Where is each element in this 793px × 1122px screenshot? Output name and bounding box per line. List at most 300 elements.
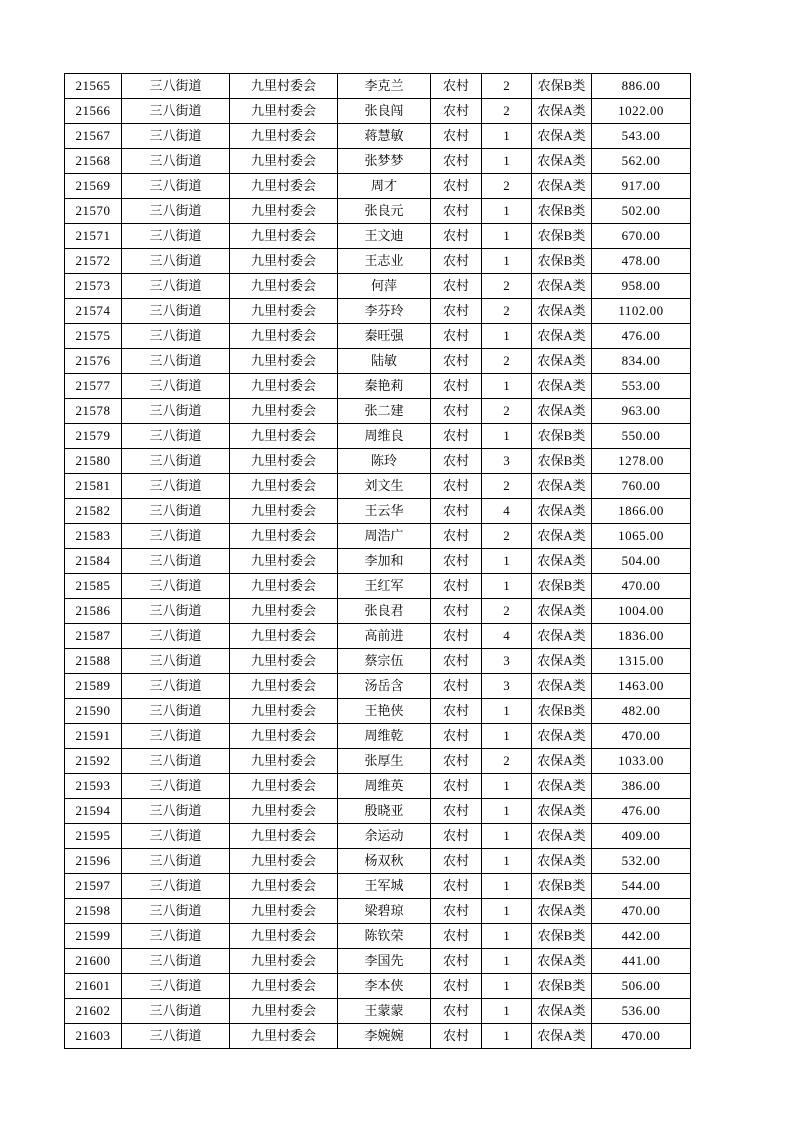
cell-id: 21565 (65, 74, 122, 99)
table-row (65, 174, 691, 199)
table-row (65, 574, 691, 599)
cell-village: 九里村委会 (230, 274, 338, 299)
cell-residence: 农村 (431, 824, 482, 849)
cell-residence: 农村 (431, 424, 482, 449)
table-row (65, 874, 691, 899)
cell-village: 九里村委会 (230, 199, 338, 224)
cell-name: 梁碧琼 (338, 899, 431, 924)
cell-street: 三八街道 (122, 649, 230, 674)
cell-residence: 农村 (431, 574, 482, 599)
cell-amount: 386.00 (592, 774, 691, 799)
cell-insurance_type: 农保A类 (532, 149, 592, 174)
cell-id: 21584 (65, 549, 122, 574)
cell-village: 九里村委会 (230, 324, 338, 349)
table-row (65, 1024, 691, 1049)
cell-village: 九里村委会 (230, 749, 338, 774)
cell-amount: 1866.00 (592, 499, 691, 524)
cell-id: 21590 (65, 699, 122, 724)
cell-amount: 958.00 (592, 274, 691, 299)
cell-amount: 536.00 (592, 999, 691, 1024)
cell-insurance_type: 农保A类 (532, 499, 592, 524)
cell-residence: 农村 (431, 624, 482, 649)
cell-residence: 农村 (431, 299, 482, 324)
cell-insurance_type: 农保A类 (532, 324, 592, 349)
cell-id: 21578 (65, 399, 122, 424)
cell-id: 21598 (65, 899, 122, 924)
cell-count: 1 (482, 774, 532, 799)
cell-street: 三八街道 (122, 374, 230, 399)
cell-street: 三八街道 (122, 524, 230, 549)
cell-village: 九里村委会 (230, 74, 338, 99)
cell-amount: 760.00 (592, 474, 691, 499)
cell-amount: 470.00 (592, 574, 691, 599)
cell-id: 21599 (65, 924, 122, 949)
cell-residence: 农村 (431, 224, 482, 249)
cell-amount: 506.00 (592, 974, 691, 999)
cell-name: 张厚生 (338, 749, 431, 774)
cell-insurance_type: 农保A类 (532, 724, 592, 749)
cell-name: 何萍 (338, 274, 431, 299)
table-row (65, 849, 691, 874)
cell-name: 秦旺强 (338, 324, 431, 349)
table-row (65, 374, 691, 399)
cell-count: 1 (482, 899, 532, 924)
table-row (65, 774, 691, 799)
cell-id: 21571 (65, 224, 122, 249)
cell-count: 1 (482, 824, 532, 849)
cell-street: 三八街道 (122, 324, 230, 349)
cell-count: 1 (482, 949, 532, 974)
cell-street: 三八街道 (122, 549, 230, 574)
cell-street: 三八街道 (122, 74, 230, 99)
cell-residence: 农村 (431, 449, 482, 474)
cell-count: 1 (482, 249, 532, 274)
cell-id: 21600 (65, 949, 122, 974)
cell-name: 李加和 (338, 549, 431, 574)
table-row (65, 74, 691, 99)
cell-village: 九里村委会 (230, 499, 338, 524)
table-row (65, 524, 691, 549)
cell-amount: 442.00 (592, 924, 691, 949)
cell-street: 三八街道 (122, 99, 230, 124)
cell-insurance_type: 农保A类 (532, 374, 592, 399)
cell-street: 三八街道 (122, 899, 230, 924)
cell-id: 21568 (65, 149, 122, 174)
cell-name: 周才 (338, 174, 431, 199)
cell-village: 九里村委会 (230, 224, 338, 249)
benefit-roster-table (64, 73, 691, 1049)
cell-street: 三八街道 (122, 124, 230, 149)
cell-village: 九里村委会 (230, 899, 338, 924)
cell-street: 三八街道 (122, 699, 230, 724)
cell-street: 三八街道 (122, 499, 230, 524)
cell-amount: 550.00 (592, 424, 691, 449)
cell-residence: 农村 (431, 274, 482, 299)
cell-village: 九里村委会 (230, 699, 338, 724)
table-row (65, 724, 691, 749)
cell-id: 21575 (65, 324, 122, 349)
cell-street: 三八街道 (122, 774, 230, 799)
cell-village: 九里村委会 (230, 624, 338, 649)
cell-insurance_type: 农保B类 (532, 224, 592, 249)
cell-count: 2 (482, 474, 532, 499)
cell-village: 九里村委会 (230, 524, 338, 549)
cell-insurance_type: 农保A类 (532, 799, 592, 824)
cell-count: 1 (482, 924, 532, 949)
cell-residence: 农村 (431, 949, 482, 974)
cell-id: 21597 (65, 874, 122, 899)
cell-id: 21589 (65, 674, 122, 699)
cell-amount: 670.00 (592, 224, 691, 249)
cell-amount: 562.00 (592, 149, 691, 174)
table-row (65, 674, 691, 699)
cell-id: 21570 (65, 199, 122, 224)
cell-village: 九里村委会 (230, 974, 338, 999)
cell-count: 3 (482, 449, 532, 474)
cell-id: 21602 (65, 999, 122, 1024)
cell-residence: 农村 (431, 99, 482, 124)
cell-id: 21592 (65, 749, 122, 774)
cell-village: 九里村委会 (230, 474, 338, 499)
cell-street: 三八街道 (122, 799, 230, 824)
table-row (65, 149, 691, 174)
cell-village: 九里村委会 (230, 374, 338, 399)
cell-name: 张良君 (338, 599, 431, 624)
cell-insurance_type: 农保A类 (532, 649, 592, 674)
cell-village: 九里村委会 (230, 674, 338, 699)
cell-insurance_type: 农保B类 (532, 924, 592, 949)
cell-count: 1 (482, 849, 532, 874)
cell-id: 21569 (65, 174, 122, 199)
cell-village: 九里村委会 (230, 549, 338, 574)
cell-insurance_type: 农保B类 (532, 449, 592, 474)
cell-insurance_type: 农保A类 (532, 624, 592, 649)
cell-amount: 1463.00 (592, 674, 691, 699)
cell-name: 王文迪 (338, 224, 431, 249)
cell-residence: 农村 (431, 374, 482, 399)
cell-count: 1 (482, 574, 532, 599)
table-row (65, 699, 691, 724)
cell-residence: 农村 (431, 349, 482, 374)
cell-amount: 1836.00 (592, 624, 691, 649)
cell-count: 1 (482, 199, 532, 224)
cell-count: 1 (482, 874, 532, 899)
cell-id: 21577 (65, 374, 122, 399)
cell-insurance_type: 农保A类 (532, 474, 592, 499)
cell-id: 21596 (65, 849, 122, 874)
cell-id: 21567 (65, 124, 122, 149)
cell-residence: 农村 (431, 174, 482, 199)
cell-insurance_type: 农保B类 (532, 699, 592, 724)
cell-residence: 农村 (431, 149, 482, 174)
cell-street: 三八街道 (122, 974, 230, 999)
cell-count: 1 (482, 374, 532, 399)
cell-village: 九里村委会 (230, 649, 338, 674)
table-row (65, 349, 691, 374)
cell-insurance_type: 农保A类 (532, 274, 592, 299)
cell-name: 周维乾 (338, 724, 431, 749)
cell-amount: 886.00 (592, 74, 691, 99)
cell-count: 2 (482, 299, 532, 324)
cell-residence: 农村 (431, 699, 482, 724)
cell-village: 九里村委会 (230, 824, 338, 849)
cell-street: 三八街道 (122, 824, 230, 849)
cell-name: 李克兰 (338, 74, 431, 99)
cell-amount: 470.00 (592, 724, 691, 749)
cell-village: 九里村委会 (230, 149, 338, 174)
cell-residence: 农村 (431, 974, 482, 999)
cell-count: 1 (482, 424, 532, 449)
cell-insurance_type: 农保A类 (532, 999, 592, 1024)
cell-village: 九里村委会 (230, 849, 338, 874)
cell-residence: 农村 (431, 874, 482, 899)
cell-village: 九里村委会 (230, 399, 338, 424)
table-row (65, 549, 691, 574)
cell-id: 21593 (65, 774, 122, 799)
cell-village: 九里村委会 (230, 949, 338, 974)
cell-street: 三八街道 (122, 424, 230, 449)
cell-street: 三八街道 (122, 599, 230, 624)
cell-amount: 1033.00 (592, 749, 691, 774)
table-row (65, 424, 691, 449)
cell-amount: 1315.00 (592, 649, 691, 674)
cell-count: 1 (482, 699, 532, 724)
cell-street: 三八街道 (122, 749, 230, 774)
cell-count: 1 (482, 549, 532, 574)
cell-village: 九里村委会 (230, 349, 338, 374)
cell-name: 李婉婉 (338, 1024, 431, 1049)
cell-id: 21573 (65, 274, 122, 299)
cell-village: 九里村委会 (230, 449, 338, 474)
table-row (65, 324, 691, 349)
cell-residence: 农村 (431, 774, 482, 799)
cell-amount: 1278.00 (592, 449, 691, 474)
cell-residence: 农村 (431, 849, 482, 874)
cell-village: 九里村委会 (230, 124, 338, 149)
cell-insurance_type: 农保A类 (532, 399, 592, 424)
cell-residence: 农村 (431, 249, 482, 274)
cell-insurance_type: 农保A类 (532, 749, 592, 774)
cell-name: 李国先 (338, 949, 431, 974)
table-row (65, 649, 691, 674)
cell-residence: 农村 (431, 924, 482, 949)
cell-amount: 478.00 (592, 249, 691, 274)
cell-id: 21583 (65, 524, 122, 549)
table-row (65, 924, 691, 949)
cell-residence: 农村 (431, 649, 482, 674)
cell-name: 李芬玲 (338, 299, 431, 324)
cell-street: 三八街道 (122, 399, 230, 424)
cell-name: 高前进 (338, 624, 431, 649)
table-row (65, 474, 691, 499)
cell-street: 三八街道 (122, 349, 230, 374)
cell-amount: 409.00 (592, 824, 691, 849)
cell-name: 殷晓亚 (338, 799, 431, 824)
cell-name: 杨双秋 (338, 849, 431, 874)
cell-street: 三八街道 (122, 849, 230, 874)
cell-name: 周浩广 (338, 524, 431, 549)
cell-street: 三八街道 (122, 924, 230, 949)
cell-count: 1 (482, 1024, 532, 1049)
cell-insurance_type: 农保A类 (532, 549, 592, 574)
cell-street: 三八街道 (122, 274, 230, 299)
cell-insurance_type: 农保A类 (532, 674, 592, 699)
cell-street: 三八街道 (122, 299, 230, 324)
cell-insurance_type: 农保A类 (532, 774, 592, 799)
cell-count: 1 (482, 124, 532, 149)
cell-name: 陆敏 (338, 349, 431, 374)
cell-street: 三八街道 (122, 949, 230, 974)
cell-amount: 1102.00 (592, 299, 691, 324)
cell-insurance_type: 农保A类 (532, 1024, 592, 1049)
cell-street: 三八街道 (122, 474, 230, 499)
cell-name: 周维良 (338, 424, 431, 449)
cell-count: 2 (482, 349, 532, 374)
cell-residence: 农村 (431, 749, 482, 774)
cell-amount: 917.00 (592, 174, 691, 199)
cell-amount: 476.00 (592, 799, 691, 824)
cell-residence: 农村 (431, 74, 482, 99)
cell-name: 张良闯 (338, 99, 431, 124)
cell-village: 九里村委会 (230, 174, 338, 199)
cell-id: 21579 (65, 424, 122, 449)
cell-id: 21585 (65, 574, 122, 599)
cell-id: 21603 (65, 1024, 122, 1049)
cell-village: 九里村委会 (230, 874, 338, 899)
cell-amount: 1065.00 (592, 524, 691, 549)
table-row (65, 199, 691, 224)
cell-name: 蒋慧敏 (338, 124, 431, 149)
cell-count: 3 (482, 674, 532, 699)
cell-count: 2 (482, 174, 532, 199)
cell-street: 三八街道 (122, 999, 230, 1024)
cell-insurance_type: 农保B类 (532, 974, 592, 999)
cell-residence: 农村 (431, 899, 482, 924)
cell-village: 九里村委会 (230, 99, 338, 124)
cell-residence: 农村 (431, 324, 482, 349)
cell-village: 九里村委会 (230, 799, 338, 824)
cell-village: 九里村委会 (230, 724, 338, 749)
cell-street: 三八街道 (122, 574, 230, 599)
cell-name: 汤岳含 (338, 674, 431, 699)
cell-residence: 农村 (431, 474, 482, 499)
cell-name: 王红军 (338, 574, 431, 599)
table-row (65, 624, 691, 649)
cell-count: 3 (482, 649, 532, 674)
cell-village: 九里村委会 (230, 999, 338, 1024)
cell-amount: 470.00 (592, 1024, 691, 1049)
cell-count: 1 (482, 799, 532, 824)
cell-name: 周维英 (338, 774, 431, 799)
cell-count: 1 (482, 224, 532, 249)
cell-insurance_type: 农保A类 (532, 524, 592, 549)
cell-id: 21572 (65, 249, 122, 274)
table-row (65, 824, 691, 849)
cell-street: 三八街道 (122, 624, 230, 649)
cell-name: 蔡宗伍 (338, 649, 431, 674)
cell-insurance_type: 农保B类 (532, 424, 592, 449)
cell-insurance_type: 农保A类 (532, 349, 592, 374)
cell-amount: 502.00 (592, 199, 691, 224)
cell-village: 九里村委会 (230, 1024, 338, 1049)
cell-insurance_type: 农保A类 (532, 849, 592, 874)
cell-amount: 532.00 (592, 849, 691, 874)
cell-id: 21576 (65, 349, 122, 374)
cell-insurance_type: 农保A类 (532, 124, 592, 149)
cell-count: 4 (482, 499, 532, 524)
cell-count: 2 (482, 274, 532, 299)
cell-name: 王军城 (338, 874, 431, 899)
cell-residence: 农村 (431, 399, 482, 424)
cell-count: 4 (482, 624, 532, 649)
cell-amount: 482.00 (592, 699, 691, 724)
cell-amount: 544.00 (592, 874, 691, 899)
cell-street: 三八街道 (122, 174, 230, 199)
table-row (65, 249, 691, 274)
cell-amount: 470.00 (592, 899, 691, 924)
cell-count: 2 (482, 524, 532, 549)
cell-street: 三八街道 (122, 874, 230, 899)
cell-insurance_type: 农保B类 (532, 874, 592, 899)
table-row (65, 449, 691, 474)
cell-residence: 农村 (431, 1024, 482, 1049)
cell-id: 21582 (65, 499, 122, 524)
cell-insurance_type: 农保B类 (532, 74, 592, 99)
table-row (65, 399, 691, 424)
cell-count: 1 (482, 999, 532, 1024)
cell-insurance_type: 农保A类 (532, 299, 592, 324)
cell-name: 王艳侠 (338, 699, 431, 724)
cell-count: 2 (482, 74, 532, 99)
cell-insurance_type: 农保A类 (532, 824, 592, 849)
cell-insurance_type: 农保A类 (532, 599, 592, 624)
table-row (65, 299, 691, 324)
cell-village: 九里村委会 (230, 924, 338, 949)
table-row (65, 99, 691, 124)
cell-count: 1 (482, 724, 532, 749)
cell-amount: 543.00 (592, 124, 691, 149)
cell-street: 三八街道 (122, 1024, 230, 1049)
table-row (65, 949, 691, 974)
cell-name: 王蒙蒙 (338, 999, 431, 1024)
table-row (65, 749, 691, 774)
cell-id: 21581 (65, 474, 122, 499)
cell-street: 三八街道 (122, 149, 230, 174)
cell-id: 21588 (65, 649, 122, 674)
cell-village: 九里村委会 (230, 299, 338, 324)
table-row (65, 124, 691, 149)
cell-id: 21574 (65, 299, 122, 324)
cell-village: 九里村委会 (230, 249, 338, 274)
cell-insurance_type: 农保B类 (532, 199, 592, 224)
cell-id: 21580 (65, 449, 122, 474)
cell-count: 2 (482, 599, 532, 624)
cell-name: 张良元 (338, 199, 431, 224)
cell-name: 王志业 (338, 249, 431, 274)
cell-id: 21591 (65, 724, 122, 749)
cell-residence: 农村 (431, 199, 482, 224)
cell-count: 2 (482, 399, 532, 424)
cell-village: 九里村委会 (230, 774, 338, 799)
cell-id: 21595 (65, 824, 122, 849)
cell-residence: 农村 (431, 724, 482, 749)
cell-amount: 834.00 (592, 349, 691, 374)
cell-count: 2 (482, 749, 532, 774)
table-row (65, 224, 691, 249)
cell-village: 九里村委会 (230, 574, 338, 599)
cell-insurance_type: 农保B类 (532, 249, 592, 274)
cell-residence: 农村 (431, 599, 482, 624)
